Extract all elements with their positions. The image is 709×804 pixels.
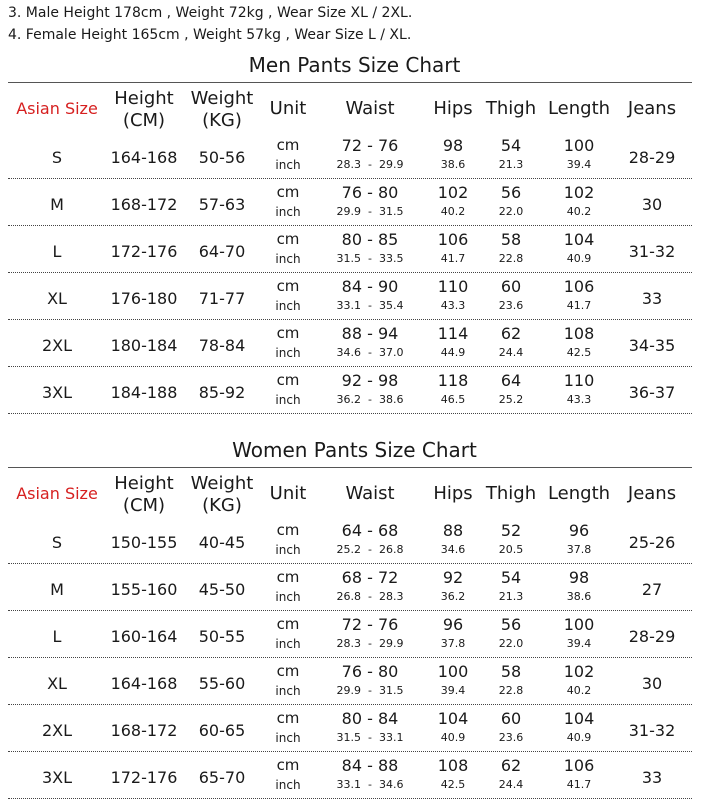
header-height-1: Height [114,473,174,494]
row-divider [8,751,692,752]
length-inch-cell: 40.2 [566,684,592,697]
jeans-cell: 25-26 [628,533,676,552]
waist-cm-cell: 76 - 80 [341,662,399,681]
jeans-cell: 30 [641,674,663,693]
thigh-inch-cell: 22.8 [498,252,524,265]
weight-cell: 65-70 [198,768,246,787]
unit-cm-cell: cm [276,183,300,201]
length-cm-cell: 100 [563,136,595,155]
unit-cm-cell: cm [276,371,300,389]
chart-title: Men Pants Size Chart [248,53,461,77]
length-cm-cell: 106 [563,756,595,775]
waist-cm-cell: 68 - 72 [341,568,399,587]
thigh-cm-cell: 58 [500,662,522,681]
waist-inch-cell: 31.5 - 33.1 [336,731,404,744]
size-cell: XL [47,674,67,693]
weight-cell: 50-56 [198,148,246,167]
height-cell: 164-168 [110,148,178,167]
hips-inch-cell: 38.6 [440,158,466,171]
weight-cell: 64-70 [198,242,246,261]
thigh-cm-cell: 64 [500,371,522,390]
height-cell: 180-184 [110,336,178,355]
hips-inch-cell: 42.5 [440,778,466,791]
unit-cm-cell: cm [276,568,300,586]
jeans-cell: 28-29 [628,627,676,646]
jeans-cell: 36-37 [628,383,676,402]
length-inch-cell: 39.4 [566,637,592,650]
row-divider [8,657,692,658]
waist-inch-cell: 36.2 - 38.6 [336,393,404,406]
thigh-inch-cell: 24.4 [498,778,524,791]
weight-cell: 78-84 [198,336,246,355]
waist-inch-cell: 29.9 - 31.5 [336,205,404,218]
row-divider [8,319,692,320]
length-inch-cell: 40.2 [566,205,592,218]
thigh-inch-cell: 21.3 [498,158,524,171]
header-waist: Waist [345,98,395,119]
chart-title: Women Pants Size Chart [232,438,477,462]
waist-cm-cell: 84 - 90 [341,277,399,296]
unit-inch-cell: inch [275,637,301,651]
unit-cm-cell: cm [276,662,300,680]
jeans-cell: 30 [641,195,663,214]
hips-cm-cell: 106 [437,230,469,249]
thigh-inch-cell: 24.4 [498,346,524,359]
jeans-cell: 31-32 [628,721,676,740]
thigh-inch-cell: 22.0 [498,205,524,218]
thigh-inch-cell: 22.8 [498,684,524,697]
unit-cm-cell: cm [276,615,300,633]
unit-inch-cell: inch [275,684,301,698]
height-cell: 164-168 [110,674,178,693]
thigh-cm-cell: 56 [500,615,522,634]
height-cell: 168-172 [110,195,178,214]
row-divider [8,798,692,799]
hips-cm-cell: 118 [437,371,469,390]
weight-cell: 60-65 [198,721,246,740]
thigh-cm-cell: 52 [500,521,522,540]
hips-cm-cell: 96 [442,615,464,634]
length-cm-cell: 100 [563,615,595,634]
unit-inch-cell: inch [275,299,301,313]
waist-inch-cell: 28.3 - 29.9 [336,158,404,171]
header-weight-2: (KG) [202,495,242,516]
length-inch-cell: 41.7 [566,778,592,791]
weight-cell: 50-55 [198,627,246,646]
header-height-1: Height [114,88,174,109]
unit-cm-cell: cm [276,230,300,248]
weight-cell: 71-77 [198,289,246,308]
length-cm-cell: 106 [563,277,595,296]
unit-cm-cell: cm [276,136,300,154]
length-cm-cell: 104 [563,709,595,728]
unit-cm-cell: cm [276,324,300,342]
height-cell: 172-176 [110,242,178,261]
waist-cm-cell: 64 - 68 [341,521,399,540]
length-cm-cell: 104 [563,230,595,249]
waist-inch-cell: 28.3 - 29.9 [336,637,404,650]
height-cell: 168-172 [110,721,178,740]
hips-cm-cell: 88 [442,521,464,540]
length-cm-cell: 110 [563,371,595,390]
waist-inch-cell: 33.1 - 35.4 [336,299,404,312]
note-male: 3. Male Height 178cm , Weight 72kg , Wear Size XL / 2XL. [8,5,413,21]
thigh-cm-cell: 62 [500,756,522,775]
length-inch-cell: 43.3 [566,393,592,406]
header-length: Length [547,98,611,119]
title-underline [8,467,692,468]
jeans-cell: 31-32 [628,242,676,261]
size-cell: M [50,195,64,214]
weight-cell: 55-60 [198,674,246,693]
hips-inch-cell: 46.5 [440,393,466,406]
size-cell: 2XL [41,721,73,740]
hips-cm-cell: 104 [437,709,469,728]
thigh-cm-cell: 60 [500,277,522,296]
height-cell: 155-160 [110,580,178,599]
hips-inch-cell: 40.9 [440,731,466,744]
jeans-cell: 33 [641,768,663,787]
length-cm-cell: 98 [568,568,590,587]
unit-cm-cell: cm [276,521,300,539]
unit-cm-cell: cm [276,709,300,727]
thigh-inch-cell: 20.5 [498,543,524,556]
length-cm-cell: 102 [563,662,595,681]
row-divider [8,272,692,273]
waist-cm-cell: 88 - 94 [341,324,399,343]
hips-inch-cell: 41.7 [440,252,466,265]
thigh-cm-cell: 58 [500,230,522,249]
header-weight-1: Weight [190,88,254,109]
jeans-cell: 33 [641,289,663,308]
unit-inch-cell: inch [275,543,301,557]
waist-cm-cell: 72 - 76 [341,136,399,155]
waist-cm-cell: 72 - 76 [341,615,399,634]
hips-cm-cell: 102 [437,183,469,202]
thigh-inch-cell: 21.3 [498,590,524,603]
length-inch-cell: 42.5 [566,346,592,359]
header-waist: Waist [345,483,395,504]
unit-cm-cell: cm [276,277,300,295]
jeans-cell: 28-29 [628,148,676,167]
length-inch-cell: 40.9 [566,252,592,265]
thigh-inch-cell: 23.6 [498,299,524,312]
waist-inch-cell: 31.5 - 33.5 [336,252,404,265]
waist-inch-cell: 34.6 - 37.0 [336,346,404,359]
size-cell: M [50,580,64,599]
size-cell: XL [47,289,67,308]
unit-inch-cell: inch [275,346,301,360]
header-asian-size: Asian Size [16,484,98,503]
size-cell: L [52,627,62,646]
length-inch-cell: 40.9 [566,731,592,744]
unit-inch-cell: inch [275,778,301,792]
hips-inch-cell: 37.8 [440,637,466,650]
header-height-2: (CM) [122,110,166,131]
height-cell: 184-188 [110,383,178,402]
thigh-cm-cell: 62 [500,324,522,343]
header-jeans: Jeans [627,98,677,119]
hips-inch-cell: 36.2 [440,590,466,603]
header-hips: Hips [433,98,473,119]
header-unit: Unit [269,98,307,119]
hips-cm-cell: 108 [437,756,469,775]
unit-inch-cell: inch [275,252,301,266]
height-cell: 176-180 [110,289,178,308]
size-cell: 3XL [41,383,73,402]
thigh-cm-cell: 54 [500,136,522,155]
row-divider [8,178,692,179]
jeans-cell: 34-35 [628,336,676,355]
waist-cm-cell: 84 - 88 [341,756,399,775]
hips-inch-cell: 43.3 [440,299,466,312]
length-inch-cell: 37.8 [566,543,592,556]
row-divider [8,225,692,226]
note-female: 4. Female Height 165cm , Weight 57kg , Wear Size L / XL. [8,27,412,43]
size-cell: S [51,533,63,552]
row-divider [8,704,692,705]
height-cell: 172-176 [110,768,178,787]
row-divider [8,413,692,414]
jeans-cell: 27 [641,580,663,599]
hips-inch-cell: 39.4 [440,684,466,697]
header-hips: Hips [433,483,473,504]
length-inch-cell: 41.7 [566,299,592,312]
hips-cm-cell: 110 [437,277,469,296]
hips-cm-cell: 98 [442,136,464,155]
thigh-cm-cell: 60 [500,709,522,728]
unit-inch-cell: inch [275,205,301,219]
length-cm-cell: 102 [563,183,595,202]
header-height-2: (CM) [122,495,166,516]
header-asian-size: Asian Size [16,99,98,118]
thigh-cm-cell: 54 [500,568,522,587]
header-jeans: Jeans [627,483,677,504]
header-weight-1: Weight [190,473,254,494]
hips-cm-cell: 100 [437,662,469,681]
waist-cm-cell: 76 - 80 [341,183,399,202]
length-inch-cell: 39.4 [566,158,592,171]
waist-cm-cell: 80 - 85 [341,230,399,249]
length-inch-cell: 38.6 [566,590,592,603]
unit-inch-cell: inch [275,731,301,745]
waist-cm-cell: 80 - 84 [341,709,399,728]
height-cell: 160-164 [110,627,178,646]
header-thigh: Thigh [485,483,537,504]
size-cell: 2XL [41,336,73,355]
row-divider [8,563,692,564]
hips-inch-cell: 40.2 [440,205,466,218]
size-cell: 3XL [41,768,73,787]
weight-cell: 40-45 [198,533,246,552]
length-cm-cell: 96 [568,521,590,540]
header-weight-2: (KG) [202,110,242,131]
thigh-inch-cell: 22.0 [498,637,524,650]
size-cell: S [51,148,63,167]
waist-inch-cell: 26.8 - 28.3 [336,590,404,603]
size-cell: L [52,242,62,261]
unit-inch-cell: inch [275,590,301,604]
waist-inch-cell: 25.2 - 26.8 [336,543,404,556]
waist-cm-cell: 92 - 98 [341,371,399,390]
hips-inch-cell: 34.6 [440,543,466,556]
header-unit: Unit [269,483,307,504]
title-underline [8,82,692,83]
header-length: Length [547,483,611,504]
thigh-cm-cell: 56 [500,183,522,202]
hips-cm-cell: 92 [442,568,464,587]
header-thigh: Thigh [485,98,537,119]
unit-inch-cell: inch [275,158,301,172]
unit-cm-cell: cm [276,756,300,774]
thigh-inch-cell: 23.6 [498,731,524,744]
row-divider [8,366,692,367]
hips-inch-cell: 44.9 [440,346,466,359]
height-cell: 150-155 [110,533,178,552]
weight-cell: 85-92 [198,383,246,402]
unit-inch-cell: inch [275,393,301,407]
waist-inch-cell: 29.9 - 31.5 [336,684,404,697]
length-cm-cell: 108 [563,324,595,343]
thigh-inch-cell: 25.2 [498,393,524,406]
waist-inch-cell: 33.1 - 34.6 [336,778,404,791]
weight-cell: 57-63 [198,195,246,214]
row-divider [8,610,692,611]
hips-cm-cell: 114 [437,324,469,343]
weight-cell: 45-50 [198,580,246,599]
